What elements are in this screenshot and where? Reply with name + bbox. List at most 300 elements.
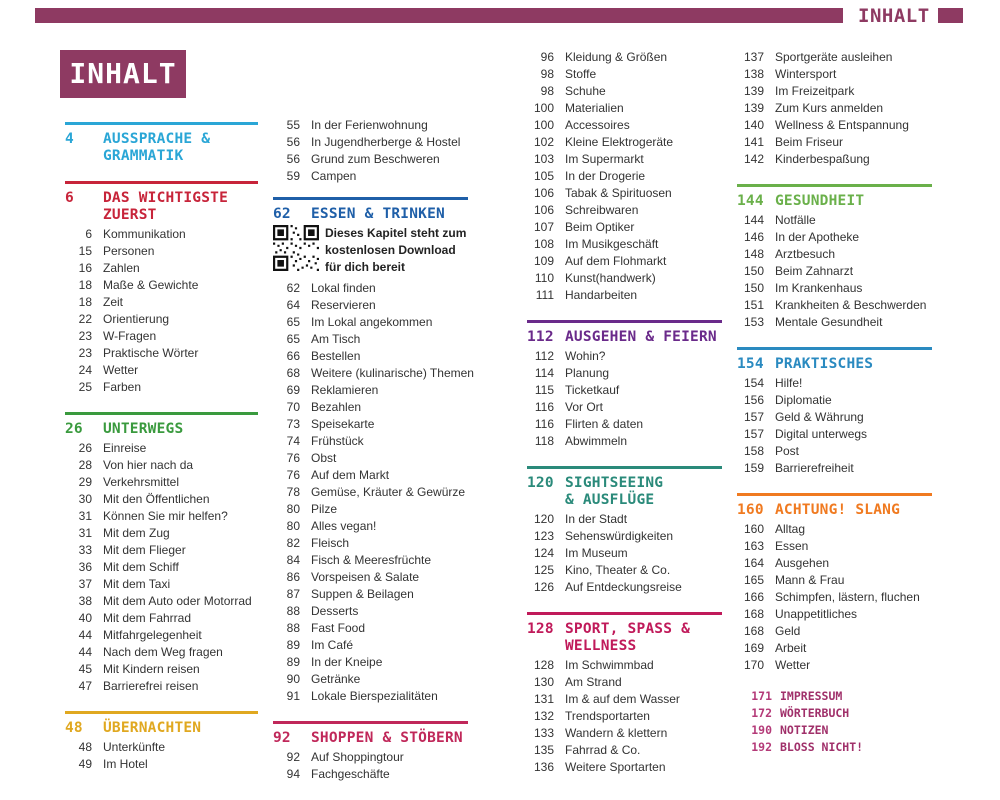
section-title: ESSEN & TRINKEN	[311, 206, 445, 222]
toc-entry[interactable]	[273, 671, 468, 688]
section-divider	[737, 184, 932, 187]
section-heading[interactable]	[273, 206, 468, 223]
toc-entry[interactable]	[737, 392, 932, 409]
toc-entry-title: Kleine Elektrogeräte	[565, 135, 674, 149]
toc-entry-title: Können Sie mir helfen?	[103, 509, 228, 523]
toc-entry[interactable]	[273, 518, 468, 535]
toc-entry[interactable]	[737, 521, 932, 538]
toc-entry-title: WÖRTERBUCH	[780, 706, 850, 720]
toc-entry[interactable]	[527, 100, 722, 117]
toc-entry[interactable]	[527, 253, 722, 270]
toc-entry-title: Campen	[311, 169, 357, 183]
toc-entry-title: Desserts	[311, 604, 359, 618]
toc-entry-title: Getränke	[311, 672, 361, 686]
download-notice-text: Dieses Kapitel steht zum kostenlosen Download für dich bereit	[325, 226, 467, 274]
toc-entry[interactable]	[737, 212, 932, 229]
toc-entry-title: Wintersport	[775, 67, 837, 81]
toc-entry[interactable]	[65, 277, 258, 294]
toc-entry-title: Schimpfen, lästern, fluchen	[775, 590, 920, 604]
toc-entry[interactable]	[65, 542, 258, 559]
toc-entry[interactable]	[527, 287, 722, 304]
toc-entry-title: Im Lokal angekommen	[311, 315, 433, 329]
section-page-number: 48	[65, 720, 83, 736]
toc-entry-page: 169	[743, 641, 764, 655]
toc-entry[interactable]	[65, 593, 258, 610]
toc-entry-page: 166	[743, 590, 764, 604]
section-heading[interactable]	[527, 329, 722, 346]
toc-entry[interactable]	[527, 236, 722, 253]
toc-entry[interactable]	[273, 331, 468, 348]
toc-entry-page: 157	[743, 427, 764, 441]
toc-entry-page: 31	[78, 526, 92, 540]
toc-entry-page: 148	[743, 247, 764, 261]
section-divider	[737, 347, 932, 350]
section-page-number: 144	[737, 193, 764, 209]
toc-entry-title: Auf dem Flohmarkt	[565, 254, 667, 268]
toc-entry[interactable]	[273, 552, 468, 569]
toc-entry-title: Post	[775, 444, 800, 458]
toc-entry-page: 80	[286, 519, 300, 533]
toc-entry-page: 100	[533, 101, 554, 115]
toc-entry-title: Geld & Währung	[775, 410, 864, 424]
section-divider	[273, 721, 468, 724]
toc-entry[interactable]	[527, 134, 722, 151]
section-page-number: 62	[273, 206, 291, 222]
toc-entry[interactable]	[273, 365, 474, 382]
toc-entry-title: Mit dem Schiff	[103, 560, 179, 574]
section-heading[interactable]	[737, 356, 932, 373]
toc-section	[65, 181, 258, 396]
toc-entry[interactable]	[527, 657, 722, 674]
toc-entry-title: Unappetitliches	[775, 607, 858, 621]
toc-entry-page: 55	[286, 118, 300, 132]
toc-entry[interactable]	[273, 467, 468, 484]
toc-entry[interactable]	[65, 260, 258, 277]
toc-entry-title: NOTIZEN	[780, 723, 829, 737]
toc-entry-page: 18	[78, 278, 92, 292]
toc-entry[interactable]	[65, 243, 258, 260]
toc-entry[interactable]	[737, 623, 932, 640]
toc-entry[interactable]	[737, 426, 932, 443]
toc-entry-title: Essen	[775, 539, 809, 553]
toc-entry-title: Stoffe	[565, 67, 597, 81]
toc-entry[interactable]	[737, 151, 932, 168]
toc-entry[interactable]	[527, 382, 722, 399]
toc-entry[interactable]	[527, 742, 722, 759]
toc-entry-title: Beim Zahnarzt	[775, 264, 854, 278]
toc-entry-page: 23	[78, 346, 92, 360]
toc-entry[interactable]	[527, 117, 722, 134]
toc-section	[65, 412, 258, 695]
toc-entry[interactable]	[737, 229, 932, 246]
toc-entry-page: 36	[78, 560, 92, 574]
section-heading[interactable]	[273, 730, 468, 747]
toc-entry[interactable]	[737, 83, 932, 100]
toc-entry[interactable]	[527, 562, 722, 579]
toc-entry-page: 123	[533, 529, 554, 543]
toc-entry[interactable]	[65, 627, 258, 644]
toc-entry-page: 15	[78, 244, 92, 258]
toc-entry[interactable]	[737, 443, 932, 460]
toc-entry-page: 49	[78, 757, 92, 771]
toc-entry[interactable]	[737, 314, 932, 331]
toc-entry[interactable]	[273, 280, 468, 297]
toc-entry-page: 157	[743, 410, 764, 424]
toc-entry[interactable]	[527, 674, 722, 691]
toc-entry-page: 65	[286, 332, 300, 346]
toc-entry-page: 102	[533, 135, 554, 149]
toc-entry[interactable]	[273, 749, 468, 766]
toc-entry-title: Digital unterwegs	[775, 427, 868, 441]
toc-entry-title: Bestellen	[311, 349, 361, 363]
section-title: SPORT, SPASS & WELLNESS	[565, 621, 691, 654]
toc-entry[interactable]	[527, 399, 722, 416]
toc-entry-title: Am Tisch	[311, 332, 361, 346]
toc-entry-title: In Jugendherberge & Hostel	[311, 135, 461, 149]
toc-entry[interactable]	[65, 756, 258, 773]
toc-entry[interactable]	[737, 297, 932, 314]
toc-entry-page: 69	[286, 383, 300, 397]
toc-entry[interactable]	[527, 66, 722, 83]
toc-entry[interactable]	[737, 49, 932, 66]
toc-entry[interactable]	[65, 226, 258, 243]
toc-entry-title: Pilze	[311, 502, 338, 516]
toc-entry[interactable]	[273, 314, 468, 331]
toc-entry[interactable]	[65, 311, 258, 328]
toc-entry[interactable]	[65, 328, 258, 345]
toc-entry[interactable]	[737, 657, 932, 674]
toc-entry-title: Im Hotel	[103, 757, 148, 771]
toc-entry-page: 70	[286, 400, 300, 414]
toc-entry[interactable]	[737, 134, 932, 151]
toc-entry-title: Reklamieren	[311, 383, 379, 397]
toc-entry[interactable]	[273, 348, 468, 365]
toc-entry[interactable]	[737, 538, 932, 555]
toc-section	[527, 466, 722, 596]
toc-entry[interactable]	[65, 576, 258, 593]
toc-entry[interactable]	[65, 644, 258, 661]
toc-entry[interactable]	[65, 362, 258, 379]
toc-entry[interactable]	[737, 555, 932, 572]
toc-entry-title: Kino, Theater & Co.	[565, 563, 671, 577]
toc-entry-page: 91	[286, 689, 300, 703]
toc-entry-page: 100	[533, 118, 554, 132]
toc-entry-title: Fast Food	[311, 621, 366, 635]
toc-entry[interactable]	[273, 297, 468, 314]
toc-entry-page: 89	[286, 655, 300, 669]
toc-entry[interactable]	[273, 535, 468, 552]
toc-entry[interactable]	[273, 688, 468, 705]
toc-entry[interactable]	[527, 219, 722, 236]
toc-entry[interactable]	[273, 620, 468, 637]
toc-entry-page: 16	[78, 261, 92, 275]
toc-entry[interactable]	[65, 491, 258, 508]
toc-entry-title: Unterkünfte	[103, 740, 166, 754]
toc-entry[interactable]	[527, 83, 722, 100]
section-page-number: 92	[273, 730, 291, 746]
toc-entry[interactable]	[273, 134, 468, 151]
toc-entry-page: 111	[535, 288, 554, 302]
toc-entry-title: Bezahlen	[311, 400, 362, 414]
toc-entry[interactable]	[273, 382, 468, 399]
toc-entry-title: Zeit	[103, 295, 124, 309]
toc-entry-title: IMPRESSUM	[780, 689, 843, 703]
section-heading[interactable]	[65, 720, 258, 737]
toc-entry[interactable]	[65, 440, 258, 457]
toc-entry-page: 142	[743, 152, 764, 166]
toc-entry-title: Mit den Öffentlichen	[103, 492, 210, 506]
toc-entry[interactable]	[527, 708, 722, 725]
toc-section	[273, 721, 468, 783]
toc-entry-title: Fleisch	[311, 536, 350, 550]
section-heading[interactable]	[527, 475, 722, 509]
top-accent-bar-end	[938, 8, 963, 23]
toc-entry-page: 164	[743, 556, 764, 570]
toc-entry[interactable]	[273, 569, 468, 586]
toc-entry-page: 124	[533, 546, 554, 560]
toc-entry-page: 144	[743, 213, 764, 227]
toc-entry[interactable]	[737, 460, 932, 477]
toc-entry[interactable]	[65, 474, 258, 491]
toc-entry-page: 153	[743, 315, 764, 329]
toc-entry-page: 78	[286, 485, 300, 499]
section-heading[interactable]	[527, 621, 722, 655]
toc-entry-title: Trendsportarten	[565, 709, 650, 723]
toc-section	[737, 347, 932, 477]
toc-entry-page: 98	[540, 84, 554, 98]
toc-entry[interactable]	[737, 606, 932, 623]
toc-entry-page: 151	[743, 298, 764, 312]
section-heading[interactable]	[737, 193, 932, 210]
toc-entry-page: 73	[286, 417, 300, 431]
toc-entry-title: Personen	[103, 244, 155, 258]
toc-entry[interactable]	[737, 100, 932, 117]
toc-entry-page: 116	[534, 400, 554, 414]
toc-entry[interactable]	[273, 766, 468, 783]
toc-entry-page: 68	[286, 366, 300, 380]
toc-entry-page: 108	[533, 237, 554, 251]
toc-entry[interactable]	[65, 294, 258, 311]
toc-entry[interactable]	[273, 654, 468, 671]
toc-entry[interactable]	[527, 725, 722, 742]
toc-entry-page: 139	[743, 101, 764, 115]
toc-entry-page: 114	[534, 366, 554, 380]
toc-entry-title: Fachgeschäfte	[311, 767, 390, 781]
toc-entry[interactable]	[65, 661, 258, 678]
toc-entry-page: 76	[286, 468, 300, 482]
toc-entry[interactable]	[527, 691, 722, 708]
toc-entry-title: Im Freizeitpark	[775, 84, 855, 98]
toc-entry[interactable]	[273, 484, 468, 501]
toc-entry-title: Orientierung	[103, 312, 170, 326]
toc-entry-title: Handarbeiten	[565, 288, 638, 302]
toc-entry-page: 87	[286, 587, 300, 601]
toc-entry[interactable]	[65, 508, 258, 525]
toc-entry[interactable]	[527, 348, 722, 365]
page-title: INHALT	[60, 50, 186, 98]
toc-entry-page: 96	[540, 50, 554, 64]
toc-entry-title: Sehenswürdigkeiten	[565, 529, 674, 543]
toc-entry-page: 150	[743, 281, 764, 295]
toc-entry-title: Praktische Wörter	[103, 346, 199, 360]
toc-entry[interactable]	[737, 117, 932, 134]
toc-entry-page: 160	[743, 522, 764, 536]
toc-entry-title: Wandern & klettern	[565, 726, 668, 740]
toc-entry[interactable]	[527, 49, 722, 66]
toc-entry-page: 120	[533, 512, 554, 526]
toc-entry[interactable]	[273, 416, 468, 433]
toc-entry-title: Im Krankenhaus	[775, 281, 863, 295]
toc-entry-title: Frühstück	[311, 434, 364, 448]
toc-entry[interactable]	[273, 603, 468, 620]
toc-entry-title: Zum Kurs anmelden	[775, 101, 884, 115]
toc-entry-page: 94	[286, 767, 300, 781]
toc-entry-title: BLOSS NICHT!	[780, 740, 864, 754]
toc-entry-title: Suppen & Beilagen	[311, 587, 414, 601]
toc-entry[interactable]	[273, 399, 468, 416]
section-page-number: 160	[737, 502, 764, 518]
toc-entry[interactable]	[527, 545, 722, 562]
toc-entry[interactable]	[737, 722, 932, 739]
toc-entry[interactable]	[273, 168, 468, 185]
toc-entry[interactable]	[737, 589, 932, 606]
toc-entry[interactable]	[737, 640, 932, 657]
toc-entry-page: 136	[533, 760, 554, 774]
toc-entry-title: Alles vegan!	[311, 519, 377, 533]
toc-entry[interactable]	[65, 678, 258, 695]
toc-entry[interactable]	[65, 610, 258, 627]
toc-section	[527, 612, 722, 776]
toc-entry[interactable]	[273, 586, 468, 603]
toc-entry-title: Tabak & Spirituosen	[565, 186, 672, 200]
section-title: AUSSPRACHE & GRAMMATIK	[103, 131, 211, 164]
toc-entry-title: Barrierefreiheit	[775, 461, 854, 475]
toc-entry[interactable]	[527, 151, 722, 168]
toc-entry[interactable]	[527, 270, 722, 287]
toc-entry-page: 135	[533, 743, 554, 757]
toc-entry[interactable]	[527, 185, 722, 202]
toc-entry-title: Obst	[311, 451, 337, 465]
toc-entry-title: Ausgehen	[775, 556, 830, 570]
toc-entry[interactable]	[65, 379, 258, 396]
toc-entry[interactable]	[737, 705, 932, 722]
toc-entry-title: Grund zum Beschweren	[311, 152, 440, 166]
toc-entry-title: Im Café	[311, 638, 354, 652]
toc-entry[interactable]	[65, 345, 258, 362]
toc-entry-title: Geld	[775, 624, 801, 638]
toc-entry-page: 192	[751, 740, 772, 754]
toc-entry[interactable]	[737, 375, 932, 392]
toc-entry-page: 165	[743, 573, 764, 587]
toc-entry-title: Barrierefrei reisen	[103, 679, 199, 693]
toc-entry[interactable]	[527, 365, 722, 382]
toc-entry-page: 30	[78, 492, 92, 506]
section-title: SIGHTSEEING & AUSFLÜGE	[565, 475, 664, 508]
toc-entry[interactable]	[273, 117, 468, 134]
toc-entry[interactable]	[65, 525, 258, 542]
toc-entry-page: 106	[533, 203, 554, 217]
section-heading[interactable]	[65, 131, 258, 165]
toc-entry-title: Wetter	[775, 658, 811, 672]
toc-entry-title: Einreise	[103, 441, 147, 455]
toc-entry-title: Mit Kindern reisen	[103, 662, 200, 676]
section-divider	[65, 412, 258, 415]
toc-entry-page: 25	[78, 380, 92, 394]
toc-entry-title: Accessoires	[565, 118, 630, 132]
section-title: UNTERWEGS	[103, 421, 184, 437]
toc-entry[interactable]	[527, 528, 722, 545]
toc-entry[interactable]	[527, 202, 722, 219]
toc-entry[interactable]	[273, 501, 468, 518]
toc-entry[interactable]	[527, 511, 722, 528]
toc-entry[interactable]	[273, 151, 468, 168]
toc-entry[interactable]	[737, 409, 932, 426]
toc-entry[interactable]	[273, 433, 468, 450]
toc-entry[interactable]	[527, 759, 722, 776]
toc-entry[interactable]	[737, 688, 932, 705]
toc-entry[interactable]	[273, 637, 468, 654]
toc-entry-title: Schreibwaren	[565, 203, 639, 217]
toc-section	[737, 493, 932, 674]
toc-entry[interactable]	[527, 579, 722, 596]
toc-entry[interactable]	[527, 433, 722, 450]
toc-entry[interactable]	[273, 450, 468, 467]
toc-entry-page: 139	[743, 84, 764, 98]
qr-code-icon[interactable]	[273, 225, 319, 271]
download-notice[interactable]	[273, 225, 468, 276]
toc-entry-title: Mit dem Fahrrad	[103, 611, 192, 625]
toc-entry-title: Materialien	[565, 101, 624, 115]
toc-entry[interactable]	[65, 457, 258, 474]
toc-entry-page: 118	[534, 434, 554, 448]
toc-entry-page: 82	[286, 536, 300, 550]
toc-entry-title: Mit dem Taxi	[103, 577, 171, 591]
toc-entry-page: 48	[78, 740, 92, 754]
toc-entry-title: Maße & Gewichte	[103, 278, 199, 292]
toc-entry-page: 65	[286, 315, 300, 329]
toc-entry-page: 40	[78, 611, 92, 625]
toc-entry[interactable]	[737, 263, 932, 280]
toc-entry-title: Abwimmeln	[565, 434, 628, 448]
section-heading[interactable]	[737, 502, 932, 519]
section-heading[interactable]	[65, 190, 258, 224]
toc-entry[interactable]	[65, 739, 258, 756]
toc-entry[interactable]	[737, 280, 932, 297]
toc-entry[interactable]	[737, 246, 932, 263]
toc-entry-page: 84	[286, 553, 300, 567]
toc-entry-title: Auf Shoppingtour	[311, 750, 404, 764]
toc-entry[interactable]	[737, 66, 932, 83]
toc-entry[interactable]	[737, 739, 932, 756]
section-heading[interactable]	[65, 421, 258, 438]
toc-entry-page: 128	[533, 658, 554, 672]
section-page-number: 6	[65, 190, 74, 206]
section-page-number: 26	[65, 421, 83, 437]
toc-entry-title: Farben	[103, 380, 142, 394]
section-divider	[527, 466, 722, 469]
toc-entry-page: 59	[286, 169, 300, 183]
toc-entry-page: 38	[78, 594, 92, 608]
toc-entry-page: 156	[743, 393, 764, 407]
section-divider	[527, 612, 722, 615]
toc-entry[interactable]	[527, 168, 722, 185]
toc-entry[interactable]	[737, 572, 932, 589]
toc-entry-page: 28	[78, 458, 92, 472]
toc-entry-title: Kommunikation	[103, 227, 186, 241]
toc-entry[interactable]	[65, 559, 258, 576]
toc-entry-title: Im & auf dem Wasser	[565, 692, 680, 706]
toc-entry[interactable]	[527, 416, 722, 433]
